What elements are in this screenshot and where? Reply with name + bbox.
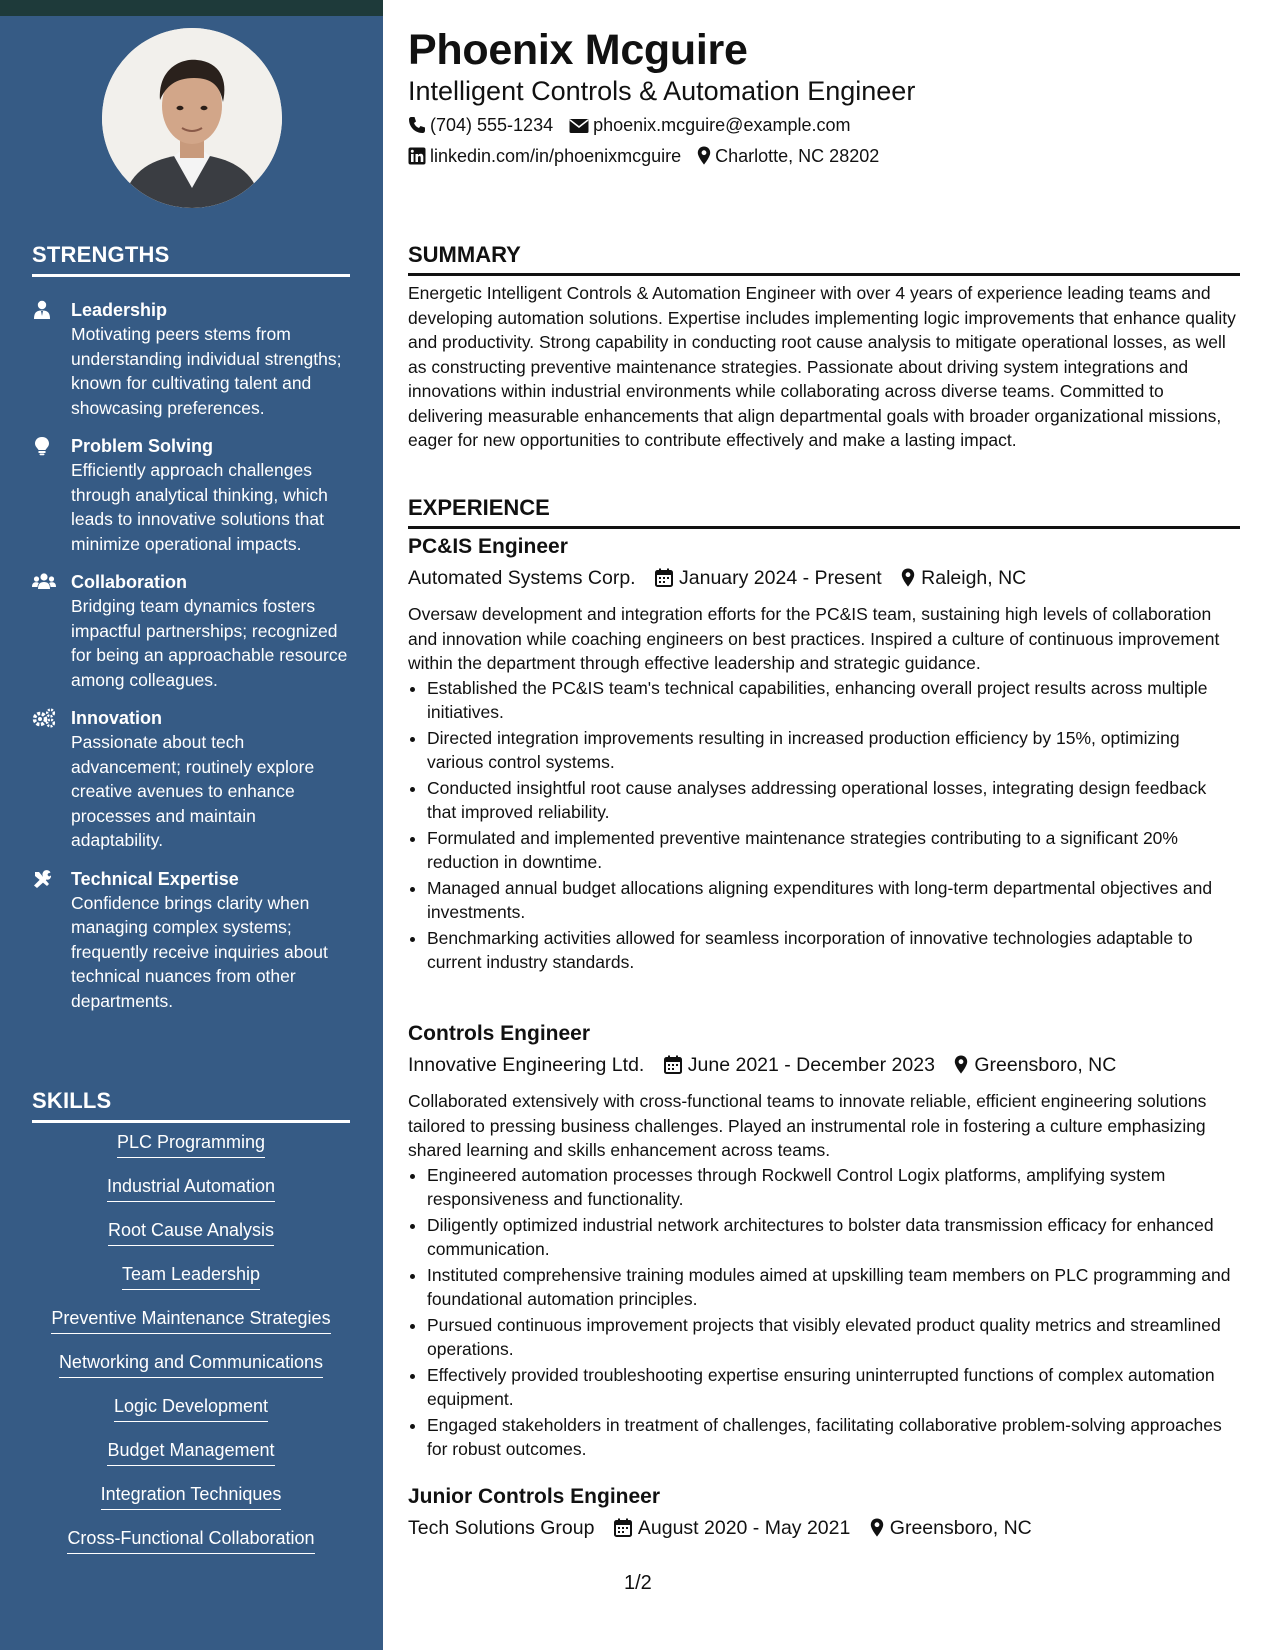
phone-link[interactable]: (704) 555-1234 [430,115,554,135]
job-company: Tech Solutions Group [408,1517,595,1539]
email-link[interactable]: phoenix.mcguire@example.com [593,115,851,135]
strength-desc: Efficiently approach challenges through analytical thinking, which leads to innovative solutions that minimize operational impacts. [71,460,328,554]
linkedin-link[interactable]: linkedin.com/in/phoenixmcguire [430,146,682,166]
avatar [102,28,282,208]
job-title: PC&IS Engineer [408,535,568,558]
phone-icon [408,116,426,140]
summary-heading: SUMMARY [408,242,1240,276]
sidebar [0,0,383,1650]
strength-desc: Passionate about tech advancement; routinely explore creative avenues to enhance processes and maintain adaptability. [71,732,315,850]
job-bullet: • Pursued continuous improvement projects that visibly elevated product quality metrics and streamlined operations. [427,1313,1240,1362]
person-icon [32,300,56,322]
job-location: Raleigh, NC [921,567,1027,589]
strength-desc: Bridging team dynamics fosters impactful partnerships; recognized for being an approachable resource among colleagues. [71,596,348,690]
job-bullet: • Engaged stakeholders in treatment of challenges, facilitating collaborative problem-solving approaches for robust outcomes. [427,1413,1240,1462]
summary-text: Energetic Intelligent Controls & Automation Engineer with over 4 years of experience leading teams and developing automation solutions. Expertise includes implementing logic improvements that enhance quality and productivity. Strong capability in conducting root cause analysis to mitigate operational losses, as well as constructing preventive maintenance strategies. Passionate about driving system integrations and innovations within industrial environments while collaborating across diverse teams. Committed to delivering measurable enhancements that align departmental goals with broader organizational missions, eager for new opportunities to contribute effectively and make a lasting impact. [408,283,1236,450]
experience-heading: EXPERIENCE [408,495,1240,529]
job-bullets [408,1163,1240,1462]
linkedin-icon [408,147,426,171]
avatar-portrait [102,28,282,208]
lightbulb-icon [32,436,56,458]
job-title: Controls Engineer [408,1022,591,1045]
contact-row [408,113,850,140]
strength-item [32,570,352,692]
job-location: Greensboro, NC [889,1517,1032,1539]
job-bullet: • Managed annual budget allocations aligning expenditures with long-term departmental objectives and investments. [427,876,1240,925]
job-entry [408,1020,1240,1463]
location-pin-icon [697,146,711,171]
skill-item: Budget Management [107,1438,274,1466]
job-meta [408,1514,1240,1545]
skill-item: Root Cause Analysis [108,1218,274,1246]
email-icon [569,116,589,140]
job-bullet: • Directed integration improvements resulting in increased production efficiency by 15%, optimizing various control systems. [427,726,1240,775]
strength-desc: Confidence brings clarity when managing complex systems; frequently receive inquiries about technical nuances from other departments. [71,892,328,1011]
skill-item: Preventive Maintenance Strategies [51,1306,330,1334]
job-bullet: • Effectively provided troubleshooting expertise ensuring uninterrupted functions of complex automation equipment. [427,1363,1240,1412]
gears-icon [32,708,56,730]
location-pin-icon [901,567,915,595]
candidate-name: Phoenix Mcguire [408,26,748,74]
strength-title: Collaboration [71,572,187,592]
strength-item [32,706,352,853]
strength-item [32,867,352,1014]
job-meta [408,564,1240,595]
location-pin-icon [870,1517,884,1545]
skills-heading: SKILLS [32,1088,350,1123]
job-location: Greensboro, NC [974,1054,1117,1076]
strengths-heading: STRENGTHS [32,242,350,277]
sidebar-top-bar [0,0,383,16]
calendar-icon [664,1054,682,1082]
skill-item: Integration Techniques [101,1482,282,1510]
strength-title: Leadership [71,300,168,320]
job-bullet: • Diligently optimized industrial network architectures to bolster data transmission efficacy for enhanced communication. [427,1213,1240,1262]
strength-desc: Motivating peers stems from understanding individual strengths; known for cultivating talent and showcasing preferences. [71,324,342,418]
job-entry [408,1483,1240,1545]
job-company: Innovative Engineering Ltd. [408,1054,645,1076]
page-number: 1/2 [624,1572,652,1594]
strength-title: Technical Expertise [71,868,239,889]
job-description: Oversaw development and integration efforts for the PC&IS team, sustaining high levels of collaboration and innovation while coaching engineers on best practices. Inspired a culture of continuous improvement within the department through effective leadership and strategic guidance. [408,604,1220,673]
skill-item: Logic Development [114,1394,268,1422]
strength-item [32,298,352,420]
job-dates: June 2021 - December 2023 [687,1054,935,1076]
users-icon [32,572,56,594]
job-dates: January 2024 - Present [679,567,882,589]
job-bullet: • Instituted comprehensive training modules aimed at upskilling team members on PLC programming and foundational automation principles. [427,1263,1240,1312]
strength-item [32,434,352,556]
skill-item: PLC Programming [117,1130,265,1158]
job-bullet: • Engineered automation processes through Rockwell Control Logix platforms, amplifying system responsiveness and functionality. [427,1163,1240,1212]
job-bullet: • Conducted insightful root cause analyses addressing operational losses, integrating design feedback that improved reliability. [427,776,1240,825]
job-entry [408,533,1240,976]
calendar-icon [655,567,673,595]
job-bullet: • Benchmarking activities allowed for seamless incorporation of innovative technologies adaptable to current industry standards. [427,926,1240,975]
job-description: Collaborated extensively with cross-functional teams to innovate reliable, efficient engineering solutions tailored to pressing business challenges. Played an instrumental role in fostering a culture emphasizing shared learning and skills enhancement across teams. [408,1091,1207,1160]
tools-icon [32,869,56,891]
job-bullet: • Established the PC&IS team's technical capabilities, enhancing overall project results across multiple initiatives. [427,676,1240,725]
candidate-title: Intelligent Controls & Automation Engineer [408,76,916,106]
skill-item: Team Leadership [122,1262,260,1290]
strength-title: Problem Solving [71,436,214,456]
job-title: Junior Controls Engineer [408,1485,661,1508]
skill-item: Industrial Automation [107,1174,275,1202]
job-bullets [408,676,1240,975]
strength-title: Innovation [71,708,162,728]
contact-row [408,144,879,171]
job-company: Automated Systems Corp. [408,567,636,589]
job-bullet: • Formulated and implemented preventive maintenance strategies contributing to a significant 20% reduction in downtime. [427,826,1240,875]
calendar-icon [614,1517,632,1545]
location-text: Charlotte, NC 28202 [715,146,880,166]
strengths-list [32,298,352,1027]
skill-item: Cross-Functional Collaboration [67,1526,314,1554]
job-meta [408,1051,1240,1082]
location-pin-icon [954,1054,968,1082]
skill-item: Networking and Communications [59,1350,323,1378]
skills-list [32,1130,350,1570]
job-dates: August 2020 - May 2021 [637,1517,851,1539]
